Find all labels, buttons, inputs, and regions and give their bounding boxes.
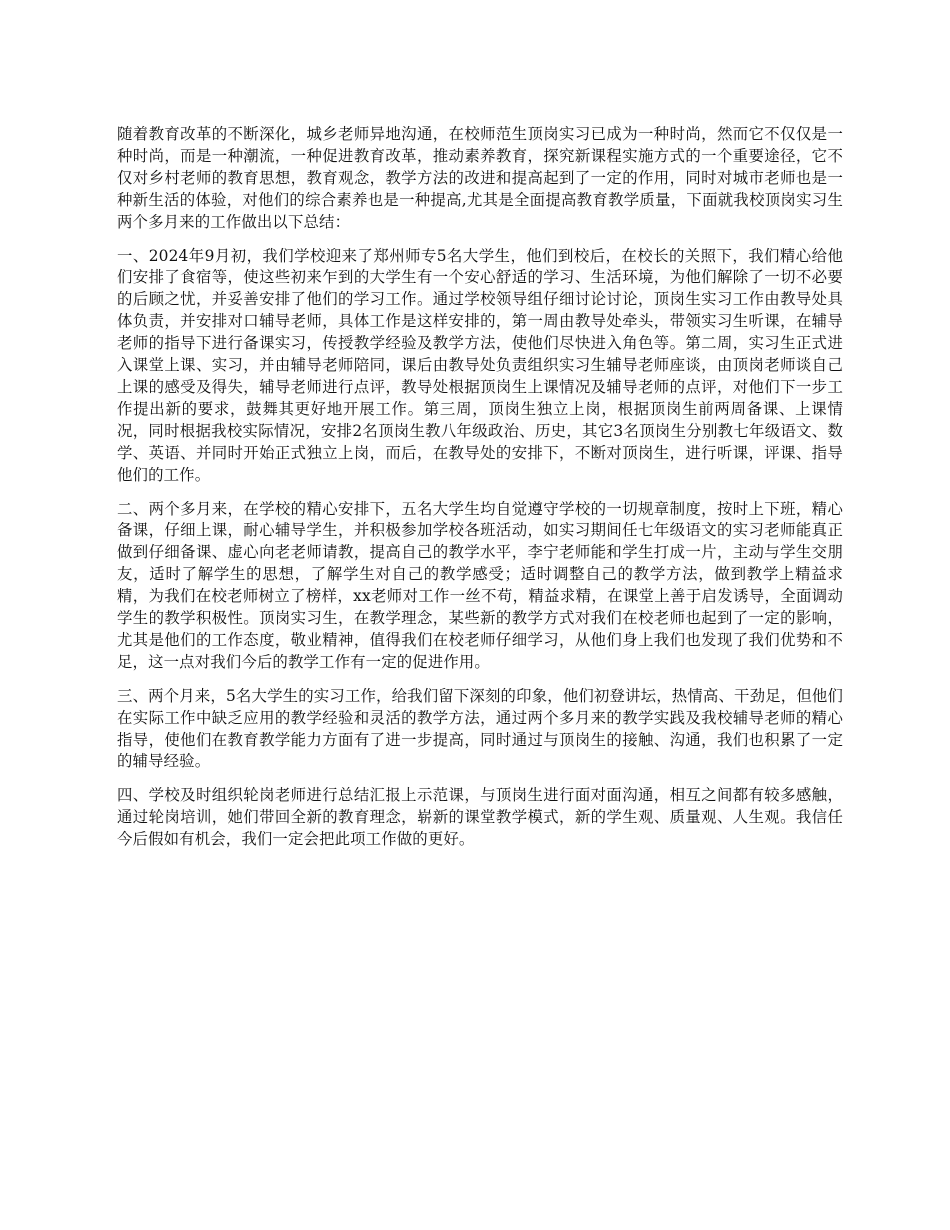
paragraph-section-4: 四、学校及时组织轮岗老师进行总结汇报上示范课，与顶岗生进行面对面沟通，相互之间都有较多感触，通过轮岗培训，她们带回全新的教育理念，崭新的课堂教学模式，新的学生观、质量观、人生观。我信任今后假如有机会，我们一定会把此项工作做的更好。 [117, 786, 843, 849]
document-body [117, 124, 843, 863]
paragraph-section-2: 二、两个多月来，在学校的精心安排下，五名大学生均自觉遵守学校的一切规章制度，按时上下班，精心备课，仔细上课，耐心辅导学生，并积极参加学校各班活动，如实习期间任七年级语文的实习老师能真正做到仔细备课、虚心向老老师请教，提高自己的教学水平，李宁老师能和学生打成一片，主动与学生交朋友，适时了解学生的思想，了解学生对自己的教学感受；适时调整自己的教学方法，做到教学上精益求精，为我们在校老师树立了榜样，xx老师对工作一丝不苟，精益求精，在课堂上善于启发诱导，全面调动学生的教学积极性。顶岗实习生，在教学理念，某些新的教学方式对我们在校老师也起到了一定的影响，尤其是他们的工作态度，敬业精神，值得我们在校老师仔细学习，从他们身上我们也发现了我们优势和不足，这一点对我们今后的教学工作有一定的促进作用。 [117, 499, 843, 671]
paragraph-section-1: 一、2024年9月初，我们学校迎来了郑州师专5名大学生，他们到校后，在校长的关照下，我们精心给他们安排了食宿等，使这些初来乍到的大学生有一个安心舒适的学习、生活环境，为他们解除了一切不必要的后顾之忧，并妥善安排了他们的学习工作。通过学校领导组仔细讨论讨论，顶岗生实习工作由教导处具体负责，并安排对口辅导老师，具体工作是这样安排的，第一周由教导处牵头，带领实习生听课，在辅导老师的指导下进行备课实习，传授教学经验及教学方法，使他们尽快进入角色等。第二周，实习生正式进入课堂上课、实习，并由辅导老师陪同，课后由教导处负责组织实习生辅导老师座谈，由顶岗老师谈自己上课的感受及得失，辅导老师进行点评，教导处根据顶岗生上课情况及辅导老师的点评，对他们下一步工作提出新的要求，鼓舞其更好地开展工作。第三周，顶岗生独立上岗，根据顶岗生前两周备课、上课情况，同时根据我校实际情况，安排2名顶岗生教八年级政治、历史，其它3名顶岗生分别教七年级语文、数学、英语、并同时开始正式独立上岗，而后，在教导处的安排下，不断对顶岗生，进行听课，评课、指导他们的工作。 [117, 246, 843, 484]
paragraph-section-3: 三、两个月来，5名大学生的实习工作，给我们留下深刻的印象，他们初登讲坛，热情高、干劲足，但他们在实际工作中缺乏应用的教学经验和灵活的教学方法，通过两个多月来的教学实践及我校辅导老师的精心指导，使他们在教育教学能力方面有了进一步提高，同时通过与顶岗生的接触、沟通，我们也积累了一定的辅导经验。 [117, 686, 843, 771]
paragraph-intro: 随着教育改革的不断深化，城乡老师异地沟通，在校师范生顶岗实习已成为一种时尚，然而它不仅仅是一种时尚，而是一种潮流，一种促进教育改革，推动素养教育，探究新课程实施方式的一个重要途径，它不仅对乡村老师的教育思想，教育观念，教学方法的改进和提高起到了一定的作用，同时对城市老师也是一种新生活的体验，对他们的综合素养也是一种提高,尤其是全面提高教育教学质量，下面就我校顶岗实习生两个多月来的工作做出以下总结： [117, 125, 843, 231]
